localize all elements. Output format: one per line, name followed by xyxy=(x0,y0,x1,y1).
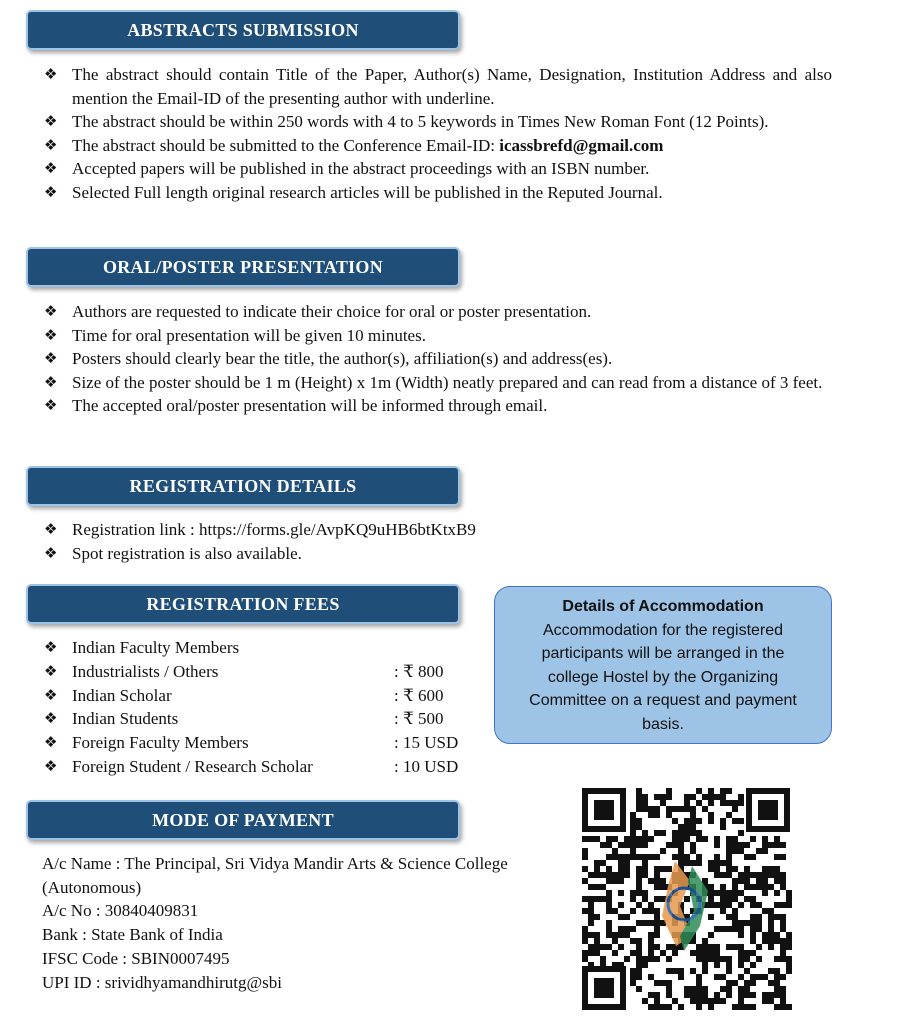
registration-link[interactable]: Registration link : https://forms.gle/AvpKQ9uHB6btKtxB9 xyxy=(72,520,476,539)
diamond-bullet-icon: ❖ xyxy=(44,349,58,367)
presentation-heading: ORAL/POSTER PRESENTATION xyxy=(26,247,460,287)
abstracts-heading: ABSTRACTS SUBMISSION xyxy=(26,10,460,50)
abstracts-list xyxy=(42,63,832,204)
fees-list xyxy=(42,636,482,779)
list-item: ❖ Accepted papers will be published in the abstract proceedings with an ISBN number. xyxy=(42,157,832,181)
fee-amount: : 10 USD xyxy=(394,756,459,776)
payment-details xyxy=(42,852,542,994)
fee-label: Foreign Faculty Members xyxy=(72,733,249,753)
diamond-bullet-icon: ❖ xyxy=(44,661,58,680)
diamond-bullet-icon: ❖ xyxy=(44,520,58,538)
fee-row xyxy=(42,707,482,731)
fee-amount: : ₹ 500 xyxy=(394,709,444,729)
list-item: ❖ Selected Full length original research articles will be published in the Reputed Journal. xyxy=(42,181,832,205)
diamond-bullet-icon: ❖ xyxy=(44,638,58,656)
payment-heading: MODE OF PAYMENT xyxy=(26,800,460,840)
fee-label: Indian Faculty Members xyxy=(72,638,240,657)
diamond-bullet-icon: ❖ xyxy=(44,733,58,752)
diamond-bullet-icon: ❖ xyxy=(44,372,58,391)
fee-label: Industrialists / Others xyxy=(72,661,219,681)
registration-list xyxy=(42,518,832,565)
fee-amount: : 15 USD xyxy=(394,733,459,753)
fee-amount: : ₹ 600 xyxy=(394,685,444,705)
diamond-bullet-icon: ❖ xyxy=(44,112,58,130)
diamond-bullet-icon: ❖ xyxy=(44,135,58,154)
diamond-bullet-icon: ❖ xyxy=(44,396,58,414)
fee-row xyxy=(42,660,482,684)
conference-email[interactable]: icassbrefd@gmail.com xyxy=(499,135,664,155)
diamond-bullet-icon: ❖ xyxy=(44,302,58,320)
diamond-bullet-icon: ❖ xyxy=(44,159,58,177)
fee-row xyxy=(42,755,482,779)
qr-code-icon[interactable] xyxy=(580,786,792,1012)
fee-label: Indian Scholar xyxy=(72,685,172,705)
fee-label: Indian Students xyxy=(72,709,179,729)
bank-name: Bank : State Bank of India xyxy=(42,925,223,945)
account-number: A/c No : 30840409831 xyxy=(42,901,199,921)
presentation-list xyxy=(42,300,832,418)
fee-row xyxy=(42,684,482,708)
diamond-bullet-icon: ❖ xyxy=(44,182,58,201)
list-item: ❖ Size of the poster should be 1 m (Height) x 1m (Width) neatly prepared and can read from a distance of 3 feet. xyxy=(42,371,832,395)
list-item: ❖ Time for oral presentation will be given 10 minutes. xyxy=(42,324,832,348)
diamond-bullet-icon: ❖ xyxy=(44,543,58,562)
diamond-bullet-icon: ❖ xyxy=(44,709,58,728)
registration-heading: REGISTRATION DETAILS xyxy=(26,466,460,506)
list-item: ❖ The accepted oral/poster presentation will be informed through email. xyxy=(42,394,832,418)
accommodation-box xyxy=(494,586,832,744)
diamond-bullet-icon: ❖ xyxy=(44,65,58,83)
ifsc-code: IFSC Code : SBIN0007495 xyxy=(42,948,230,968)
account-name: A/c Name : The Principal, Sri Vidya Mandir Arts & Science College (Autonomous) xyxy=(42,854,508,897)
upi-id[interactable]: UPI ID : srividhyamandhirutg@sbi xyxy=(42,972,282,992)
fee-row xyxy=(42,636,482,660)
list-item: ❖ Authors are requested to indicate their choice for oral or poster presentation. xyxy=(42,300,832,324)
list-item: ❖ The abstract should contain Title of the Paper, Author(s) Name, Designation, Institution Address and also mention the Email-ID of the presenting author with underline. xyxy=(44,65,832,108)
list-item: ❖ Posters should clearly bear the title, the author(s), affiliation(s) and address(es). xyxy=(42,347,832,371)
diamond-bullet-icon: ❖ xyxy=(44,756,58,775)
list-item: ❖ The abstract should be submitted to the Conference Email-ID: icassbrefd@gmail.com xyxy=(42,134,832,158)
diamond-bullet-icon: ❖ xyxy=(44,685,58,704)
list-item xyxy=(42,518,832,542)
list-item: ❖ Spot registration is also available. xyxy=(42,542,832,566)
accommodation-heading: Details of Accommodation xyxy=(562,598,764,615)
fee-row xyxy=(42,731,482,755)
fees-heading: REGISTRATION FEES xyxy=(26,584,460,624)
accommodation-text: Accommodation for the registered participants will be arranged in the college Hostel by the Organizing Committee on a request and payment basis. xyxy=(529,621,797,733)
fee-amount: : ₹ 800 xyxy=(394,661,444,681)
list-item: ❖ The abstract should be within 250 words with 4 to 5 keywords in Times New Roman Font (12 Points). xyxy=(42,110,832,134)
diamond-bullet-icon: ❖ xyxy=(44,325,58,344)
fee-label: Foreign Student / Research Scholar xyxy=(72,756,313,776)
